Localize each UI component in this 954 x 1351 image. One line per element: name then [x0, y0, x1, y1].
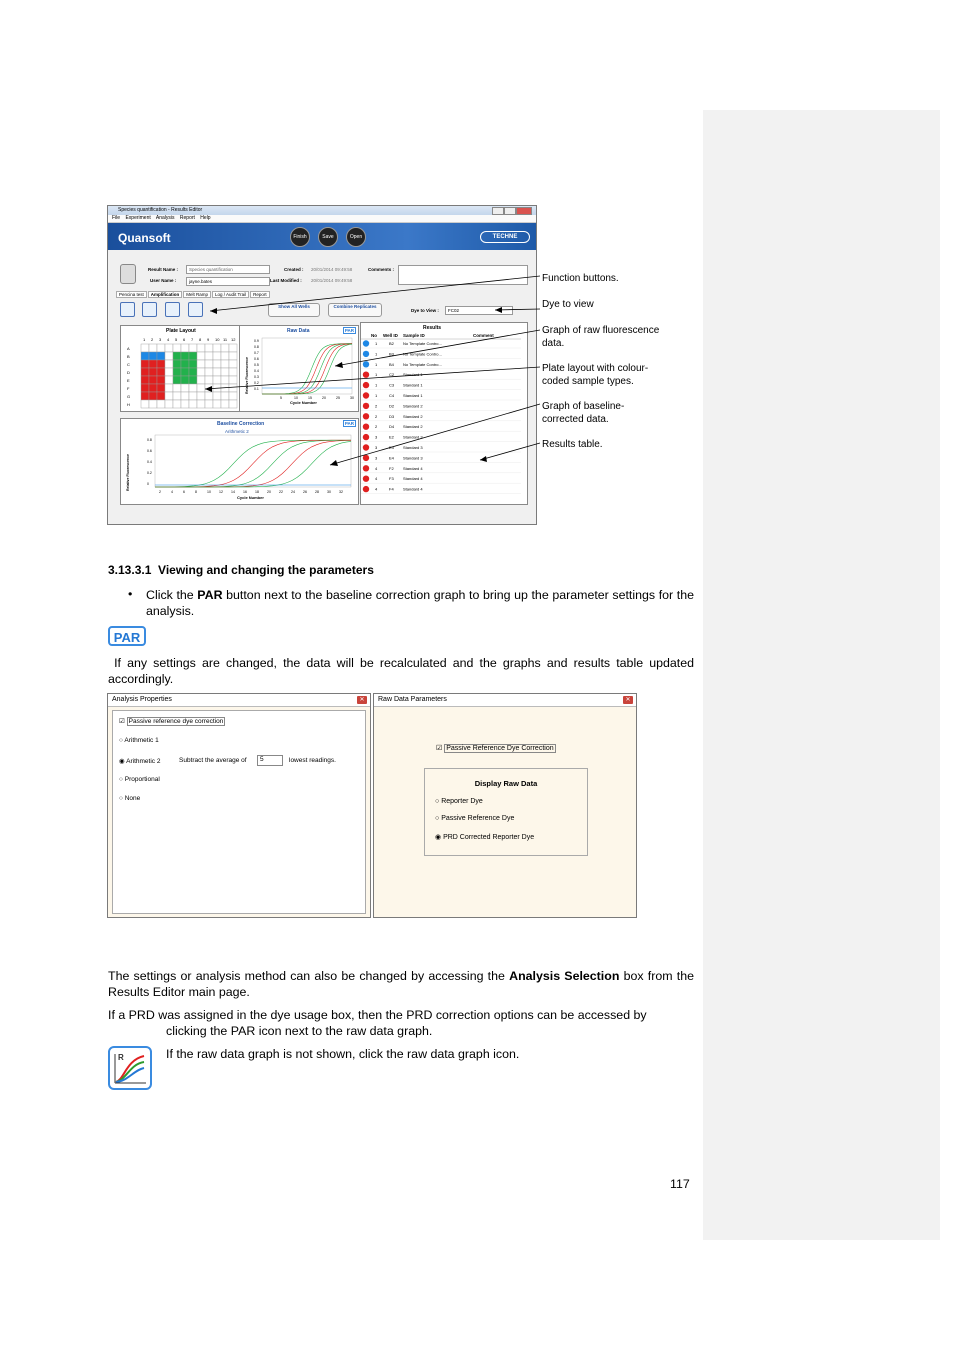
svg-text:R: R [118, 1053, 124, 1062]
window-title: Species quantification - Results Editor [118, 207, 203, 213]
baseline-x-tick: 22 [279, 490, 283, 494]
callout-raw-graph-1: Graph of raw fluorescence [542, 325, 660, 336]
baseline-x-tick: 14 [231, 490, 235, 494]
raw-y-tick: 0.7 [254, 351, 259, 355]
results-row-well: F4 [389, 486, 394, 492]
results-row-well: F3 [389, 476, 394, 482]
raw-x-tick: 10 [294, 396, 298, 400]
results-title: Results [423, 325, 442, 331]
plate-row-label: B [127, 354, 130, 359]
callout-function-buttons: Function buttons. [542, 273, 619, 284]
results-row-no: 4 [375, 486, 378, 492]
plate-col-label: 4 [167, 337, 170, 342]
results-row-no: 3 [375, 445, 378, 450]
baseline-y-tick: 0.6 [147, 449, 152, 453]
result-name-label: Result Name : [148, 267, 179, 272]
plate-row-label: H [127, 402, 130, 407]
baseline-y-tick: 0 [147, 482, 149, 486]
last-modified-value: 20/01/2014 09:49:58 [311, 278, 353, 283]
raw-passive-label: Passive Reference Dye Correction [446, 745, 554, 752]
baseline-x-tick: 26 [303, 490, 307, 494]
results-row-no: 2 [375, 424, 378, 430]
recalc-paragraph: If any settings are changed, the data will be recalculated and the graphs and results table updated accordingly. [108, 656, 698, 686]
raw-y-tick: 0.2 [254, 381, 259, 385]
results-row-well: C2 [389, 372, 395, 378]
menu-analysis[interactable]: Analysis [155, 215, 175, 221]
user-name-field[interactable]: jayne.bates [186, 277, 270, 286]
plate-col-label: 2 [151, 337, 154, 342]
dye-to-view-label: Dye to View : [411, 308, 439, 313]
par-icon: PAR [108, 626, 146, 646]
analysis-dialog-title: Analysis Properties [112, 696, 172, 703]
raw-data-parameters-dialog [373, 693, 637, 918]
baseline-y-tick: 0.2 [147, 471, 152, 475]
baseline-y-tick: 0.4 [147, 460, 152, 464]
reporter-dye-label: Reporter Dye [441, 798, 483, 805]
plate-layout-title: Plate Layout [166, 328, 196, 334]
arith1-label: Arithmetic 1 [124, 737, 159, 744]
baseline-x-tick: 32 [339, 490, 343, 494]
user-name-label: User Name : [150, 278, 177, 283]
results-header: Sample ID [403, 333, 425, 338]
last-modified-label: Last Modified : [270, 278, 302, 283]
created-label: Created : [284, 267, 304, 272]
tab-pencina[interactable]: Pencina test [116, 291, 147, 298]
results-row-well: D3 [389, 413, 395, 419]
raw-y-tick: 0.5 [254, 363, 259, 367]
graph-paragraph: If the raw data graph is not shown, click the raw data graph icon. [166, 1047, 520, 1061]
tab-report[interactable]: Report [250, 291, 270, 298]
prd-corrected-label: PRD Corrected Reporter Dye [443, 834, 535, 841]
save-button[interactable]: Save [318, 227, 338, 247]
lowest-label: lowest readings. [289, 757, 336, 764]
results-row-no: 1 [375, 393, 378, 398]
results-row-well: B4 [389, 361, 394, 367]
results-row-well: C3 [389, 382, 395, 388]
results-row-no: 1 [375, 351, 378, 357]
results-row-no: 1 [375, 382, 378, 388]
baseline-title: Baseline Correction [217, 421, 265, 427]
baseline-par-button[interactable]: PAR [344, 421, 354, 426]
display-raw-data-title: Display Raw Data [474, 779, 538, 788]
raw-y-tick: 0.3 [254, 375, 259, 379]
baseline-x-tick: 12 [219, 490, 223, 494]
settings-paragraph [108, 968, 694, 1000]
raw-passive-checkbox[interactable]: ☑ Passive Reference Dye Correction [436, 745, 554, 752]
subtract-label: Subtract the average of [179, 757, 247, 764]
finish-button[interactable]: Finish [290, 227, 310, 247]
arith2-label: Arithmetic 2 [126, 758, 161, 765]
results-row-well: C4 [389, 393, 395, 398]
passive-dye-label: Passive Reference Dye [441, 815, 515, 822]
plate-row-label: C [127, 362, 130, 367]
plate-col-label: 7 [191, 337, 194, 342]
prd-paragraph-1: If a PRD was assigned in the dye usage box, then the PRD correction options can be accessed by [108, 1008, 647, 1022]
analysis-properties-dialog [107, 693, 371, 918]
plate-col-label: 6 [183, 337, 186, 342]
plate-col-label: 12 [231, 337, 236, 342]
results-row-sample: Standard 1 [403, 393, 423, 398]
raw-y-label: Relative Fluorescence [245, 357, 249, 394]
results-header: No [371, 333, 377, 338]
callout-results-table: Results table. [542, 439, 603, 450]
analysis-dialog-body [112, 710, 366, 914]
results-row-well: B3 [389, 351, 394, 357]
baseline-x-tick: 28 [315, 490, 319, 494]
plate-col-label: 1 [143, 337, 146, 342]
passive-checkbox[interactable]: ☑ Passive reference dye correction [119, 718, 224, 725]
baseline-x-tick: 18 [255, 490, 259, 494]
baseline-x-tick: 8 [195, 490, 197, 494]
raw-y-tick: 0.9 [254, 339, 259, 343]
callout-dye-to-view: Dye to view [542, 299, 594, 310]
readings-count-stepper[interactable] [257, 755, 283, 766]
raw-x-tick: 15 [308, 396, 312, 400]
results-header: Comment [473, 333, 494, 338]
passive-label: Passive reference dye correction [128, 718, 224, 725]
bullet-mark: • [128, 587, 133, 601]
baseline-x-tick: 6 [183, 490, 185, 494]
plate-row-label: A [127, 346, 130, 351]
raw-x-tick: 20 [322, 396, 326, 400]
baseline-x-tick: 10 [207, 490, 211, 494]
callout-baseline-2: corrected data. [542, 414, 609, 425]
plate-col-label: 3 [159, 337, 162, 342]
section-heading: 3.13.3.1 Viewing and changing the parameters [108, 563, 374, 577]
results-row-no: 2 [375, 403, 378, 409]
raw-y-tick: 0.8 [254, 345, 259, 349]
comments-label: Comments : [368, 267, 395, 272]
open-button[interactable]: Open [346, 227, 366, 247]
results-row-sample: Standard 3 [403, 434, 423, 440]
tab-log[interactable]: Log / Audit Trail [212, 291, 249, 298]
settings-post: box from the Results Editor main page. [108, 969, 695, 999]
results-row-well: E2 [389, 434, 394, 440]
plate-row-label: D [127, 370, 130, 375]
results-row-no: 1 [375, 372, 378, 378]
results-row-sample: Standard 2 [403, 424, 423, 430]
bullet-post: button next to the baseline correction graph to bring up the parameter settings for the analysis. [146, 588, 694, 618]
results-row-well: D2 [389, 403, 395, 409]
raw-x-tick: 25 [336, 396, 340, 400]
settings-bold: Analysis Selection [509, 969, 620, 983]
results-row-no: 4 [375, 465, 378, 471]
raw-par-button[interactable]: PAR [344, 328, 354, 333]
results-row-sample: Standard 1 [403, 372, 423, 378]
combine-replicates-button[interactable]: Combine Replicates [328, 303, 382, 317]
baseline-x-tick: 2 [159, 490, 161, 494]
raw-x-tick: 30 [350, 396, 354, 400]
arith1-radio[interactable]: ○ Arithmetic 1 [119, 737, 159, 744]
results-row-well: B2 [389, 341, 394, 346]
results-row-sample: Standard 4 [403, 465, 423, 471]
proportional-radio[interactable]: ○ Proportional [119, 776, 160, 783]
raw-y-tick: 0.4 [254, 369, 259, 373]
arith2-radio[interactable]: ◉ Arithmetic 2 [119, 758, 161, 765]
results-row-sample: No Template Contro... [403, 361, 442, 367]
raw-dialog-title: Raw Data Parameters [378, 696, 447, 703]
readings-count-value: 5 [260, 756, 264, 763]
plate-row-label: E [127, 378, 130, 383]
results-row-well: D4 [389, 424, 395, 430]
baseline-y-label: Relative Fluorescence [126, 454, 130, 491]
results-row-sample: Standard 3 [403, 445, 423, 450]
plate-col-label: 5 [175, 337, 178, 342]
baseline-x-tick: 16 [243, 490, 247, 494]
results-row-sample: Standard 1 [403, 382, 423, 388]
raw-x-tick: 5 [280, 396, 282, 400]
created-value: 20/01/2014 09:49:58 [311, 267, 353, 272]
baseline-subtitle: Arithmetic 2 [225, 429, 249, 434]
menu-file[interactable]: File [112, 215, 121, 221]
results-header: Well ID [383, 333, 398, 338]
display-raw-data-group [424, 768, 588, 856]
tab-melt-ramp[interactable]: Melt Ramp [183, 291, 211, 298]
bullet-bold: PAR [197, 588, 223, 602]
results-row-no: 3 [375, 455, 378, 461]
results-row-sample: Standard 4 [403, 486, 423, 492]
analysis-close-icon[interactable]: ✕ [357, 696, 367, 704]
passive-dye-radio[interactable]: ○ Passive Reference Dye [435, 815, 515, 822]
menu-report[interactable]: Report [179, 215, 195, 221]
bullet-pre: Click the [146, 588, 198, 602]
results-row-no: 1 [375, 341, 378, 346]
show-all-wells-button[interactable]: Show All Wells [268, 303, 320, 317]
none-radio[interactable]: ○ None [119, 795, 141, 802]
result-name-field[interactable]: Species quantification [186, 265, 270, 274]
results-row-no: 4 [375, 476, 378, 482]
results-row-well: E3 [389, 445, 394, 450]
callout-baseline-1: Graph of baseline- [542, 401, 625, 412]
results-row-sample: Standard 2 [403, 413, 423, 419]
settings-pre: The settings or analysis method can also be changed by accessing the [108, 969, 510, 983]
baseline-x-label: Cycle Number [237, 495, 264, 500]
prd-paragraph-2: clicking the PAR icon next to the raw data graph. [166, 1024, 433, 1038]
results-row-no: 3 [375, 434, 378, 440]
plate-col-label: 9 [207, 337, 210, 342]
baseline-x-tick: 24 [291, 490, 295, 494]
bullet-text [146, 587, 694, 619]
results-row-no: 2 [375, 413, 378, 419]
results-row-sample: Standard 3 [403, 455, 423, 461]
proportional-label: Proportional [124, 776, 160, 783]
raw-data-title: Raw Data [287, 328, 310, 334]
raw-data-graph-icon [108, 1046, 152, 1090]
results-row-sample: No Template Contro... [403, 341, 442, 346]
raw-x-label: Cycle Number [290, 400, 317, 405]
app-logo: Quansoft [118, 231, 171, 245]
results-row-well: F2 [389, 465, 394, 471]
reporter-dye-radio[interactable]: ○ Reporter Dye [435, 798, 483, 805]
plate-col-label: 10 [215, 337, 220, 342]
callout-plate-2: coded sample types. [542, 376, 634, 387]
prd-corrected-radio[interactable]: ◉ PRD Corrected Reporter Dye [435, 834, 535, 841]
callout-plate-1: Plate layout with colour- [542, 363, 649, 374]
dye-to-view-select[interactable]: FC02 [445, 306, 513, 315]
plate-col-label: 8 [199, 337, 202, 342]
tab-amplification[interactable]: Amplification [148, 291, 183, 298]
menu-help[interactable]: Help [200, 215, 211, 221]
plate-col-label: 11 [223, 337, 228, 342]
menu-experiment[interactable]: Experiment [125, 215, 151, 221]
results-row-well: E4 [389, 455, 394, 461]
results-row-sample: Standard 2 [403, 403, 423, 409]
baseline-x-tick: 30 [327, 490, 331, 494]
plate-row-label: F [127, 386, 130, 391]
raw-y-tick: 0.1 [254, 387, 259, 391]
page-number: 117 [670, 1177, 690, 1191]
raw-close-icon[interactable]: ✕ [623, 696, 633, 704]
baseline-y-tick: 0.8 [147, 438, 152, 442]
results-row-sample: Standard 4 [403, 476, 423, 482]
plate-row-label: G [127, 394, 131, 399]
results-row-no: 1 [375, 361, 378, 367]
callout-arrows [0, 0, 954, 560]
none-label: None [124, 795, 141, 802]
baseline-x-tick: 20 [267, 490, 271, 494]
results-row-sample: No Template Contro... [403, 351, 442, 357]
callout-raw-graph-2: data. [542, 338, 565, 349]
brand-logo: TECHNE [480, 231, 530, 243]
baseline-x-tick: 4 [171, 490, 173, 494]
raw-y-tick: 0.6 [254, 357, 259, 361]
